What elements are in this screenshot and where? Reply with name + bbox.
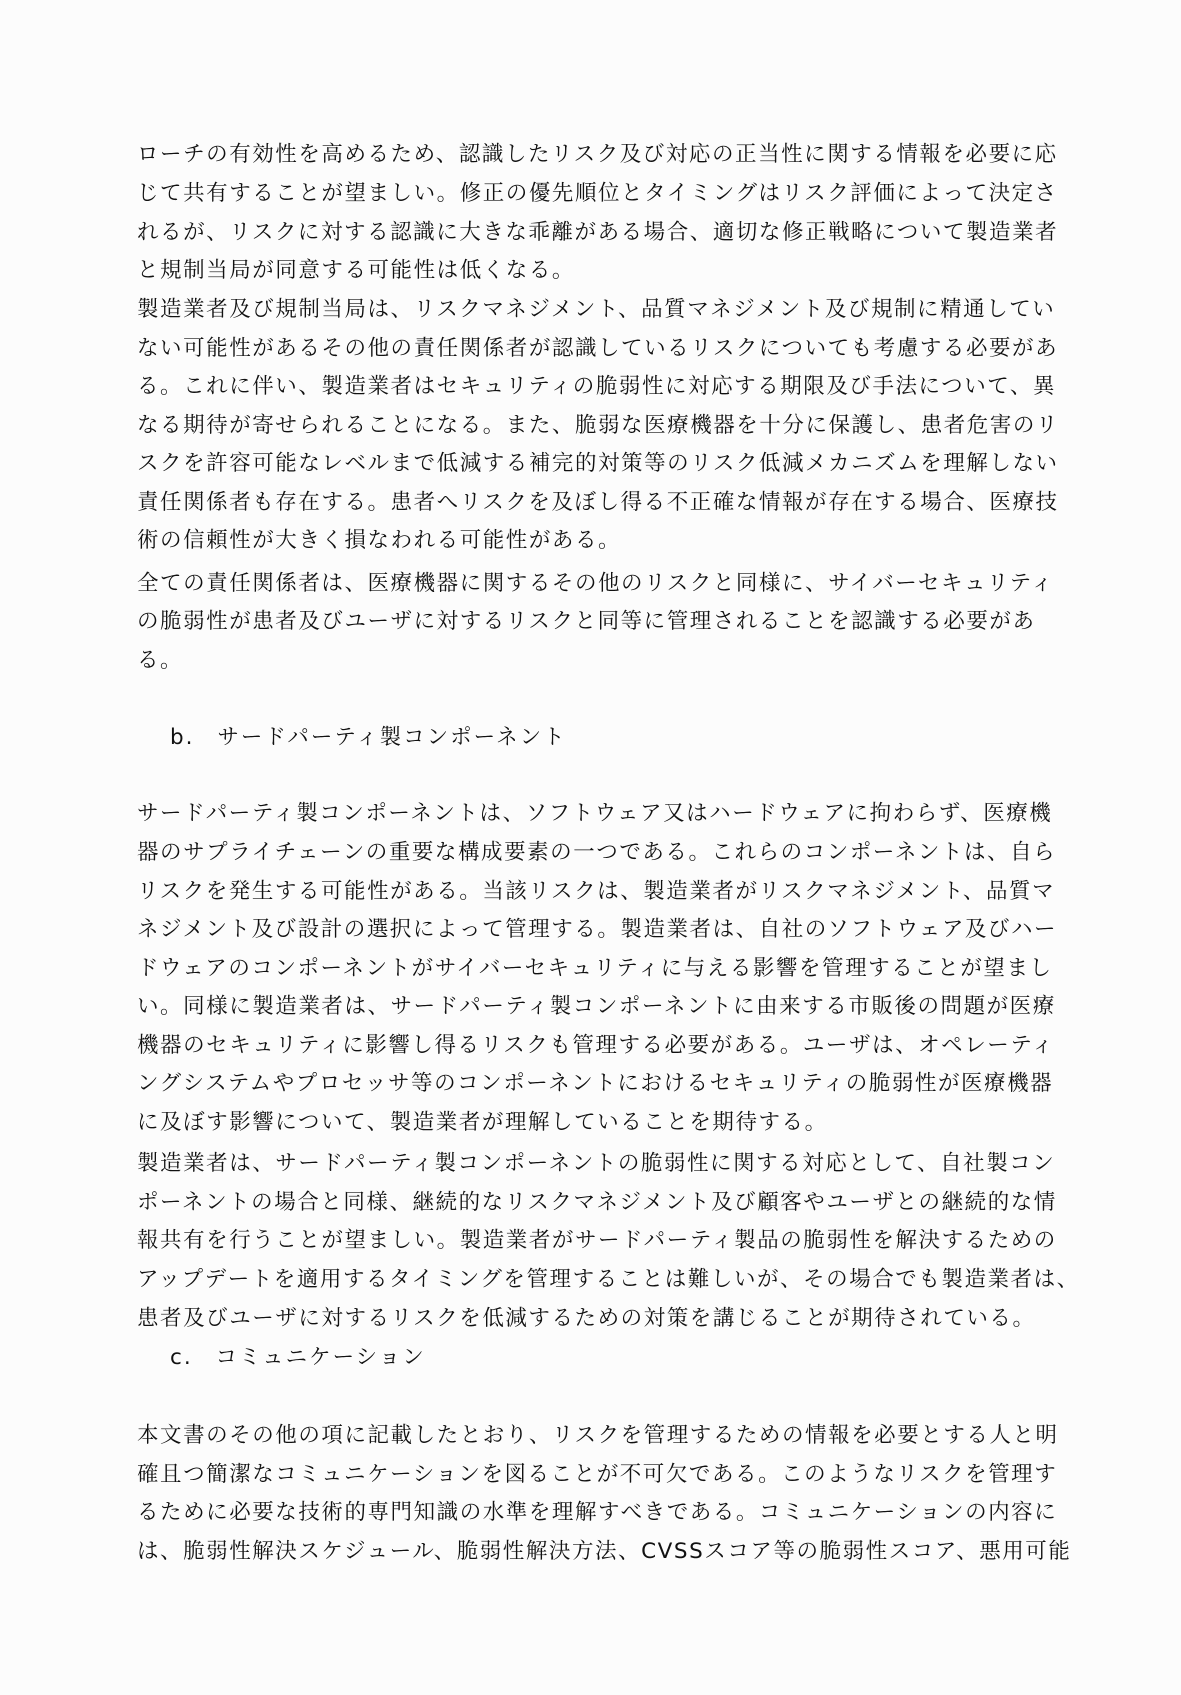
text-line: は、脆弱性解決スケジュール、脆弱性解決方法、CVSSスコア等の脆弱性スコア、悪用可能 <box>137 1539 1072 1564</box>
text-line: ネジメント及び設計の選択によって管理する。製造業者は、自社のソフトウェア及びハー <box>137 917 1058 942</box>
text-line: 製造業者及び規制当局は、リスクマネジメント、品質マネジメント及び規制に精通してい <box>137 297 1056 322</box>
text-line: 本文書のその他の項に記載したとおり、リスクを管理するための情報を必要とする人と明 <box>137 1423 1059 1448</box>
heading-title: サードパーティ製コンポーネント <box>217 725 567 750</box>
text-line: い。同様に製造業者は、サードパーティ製コンポーネントに由来する市販後の問題が医療 <box>137 994 1056 1019</box>
text-line: 責任関係者も存在する。患者へリスクを及ぼし得る不正確な情報が存在する場合、医療技 <box>137 490 1059 515</box>
text-line: 患者及びユーザに対するリスクを低減するための対策を講じることが期待されている。 <box>137 1306 1036 1331</box>
text-line: ングシステムやプロセッサ等のコンポーネントにおけるセキュリティの脆弱性が医療機器 <box>137 1071 1054 1096</box>
text-line: ドウェアのコンポーネントがサイバーセキュリティに与える影響を管理することが望まし <box>137 956 1053 981</box>
text-line: ポーネントの場合と同様、継続的なリスクマネジメント及び顧客やユーザとの継続的な情 <box>137 1190 1057 1215</box>
text-line: 確且つ簡潔なコミュニケーションを図ることが不可欠である。このようなリスクを管理す <box>137 1462 1058 1487</box>
text-line: 全ての責任関係者は、医療機器に関するその他のリスクと同様に、サイバーセキュリティ <box>137 571 1055 596</box>
text-line: に及ぼす影響について、製造業者が理解していることを期待する。 <box>137 1110 828 1135</box>
text-line: ローチの有効性を高めるため、認識したリスク及び対応の正当性に関する情報を必要に応 <box>137 142 1058 167</box>
section-heading-communication <box>170 1344 426 1372</box>
text-line: 機器のセキュリティに影響し得るリスクも管理する必要がある。ユーザは、オペレーティ <box>137 1033 1055 1058</box>
heading-marker: b. <box>170 725 195 750</box>
text-line: の脆弱性が患者及びユーザに対するリスクと同等に管理されることを認識する必要があ <box>137 609 1036 634</box>
section-heading-third-party-components <box>170 724 567 752</box>
text-line: ない可能性があるその他の責任関係者が認識しているリスクについても考慮する必要があ <box>137 336 1059 361</box>
text-line: リスクを発生する可能性がある。当該リスクは、製造業者がリスクマネジメント、品質マ <box>137 879 1056 904</box>
text-line: アップデートを適用するタイミングを管理することは難しいが、その場合でも製造業者は、 <box>137 1267 1080 1292</box>
text-line: る。 <box>137 648 184 673</box>
text-line: 術の信頼性が大きく損なわれる可能性がある。 <box>137 528 622 553</box>
heading-marker: c. <box>170 1345 193 1370</box>
text-line: スクを許容可能なレベルまで低減する補完的対策等のリスク低減メカニズムを理解しない <box>137 451 1059 476</box>
text-line: じて共有することが望ましい。修正の優先順位とタイミングはリスク評価によって決定さ <box>137 181 1058 206</box>
text-line: と規制当局が同意する可能性は低くなる。 <box>137 258 575 283</box>
text-line: れるが、リスクに対する認識に大きな乖離がある場合、適切な修正戦略について製造業者 <box>137 220 1059 245</box>
text-line: るために必要な技術的専門知識の水準を理解すべきである。コミュニケーションの内容に <box>137 1500 1058 1525</box>
text-line: 報共有を行うことが望ましい。製造業者がサードパーティ製品の脆弱性を解決するための <box>137 1228 1057 1253</box>
text-line: る。これに伴い、製造業者はセキュリティの脆弱性に対応する期限及び手法について、異 <box>137 374 1056 399</box>
text-line: 器のサプライチェーンの重要な構成要素の一つである。これらのコンポーネントは、自ら <box>137 840 1057 865</box>
text-line: 製造業者は、サードパーティ製コンポーネントの脆弱性に関する対応として、自社製コン <box>137 1151 1056 1176</box>
text-line: なる期待が寄せられることになる。また、脆弱な医療機器を十分に保護し、患者危害のリ <box>137 413 1060 438</box>
text-line: サードパーティ製コンポーネントは、ソフトウェア又はハードウェアに拘わらず、医療機 <box>137 801 1053 826</box>
heading-title: コミュニケーション <box>215 1345 426 1370</box>
